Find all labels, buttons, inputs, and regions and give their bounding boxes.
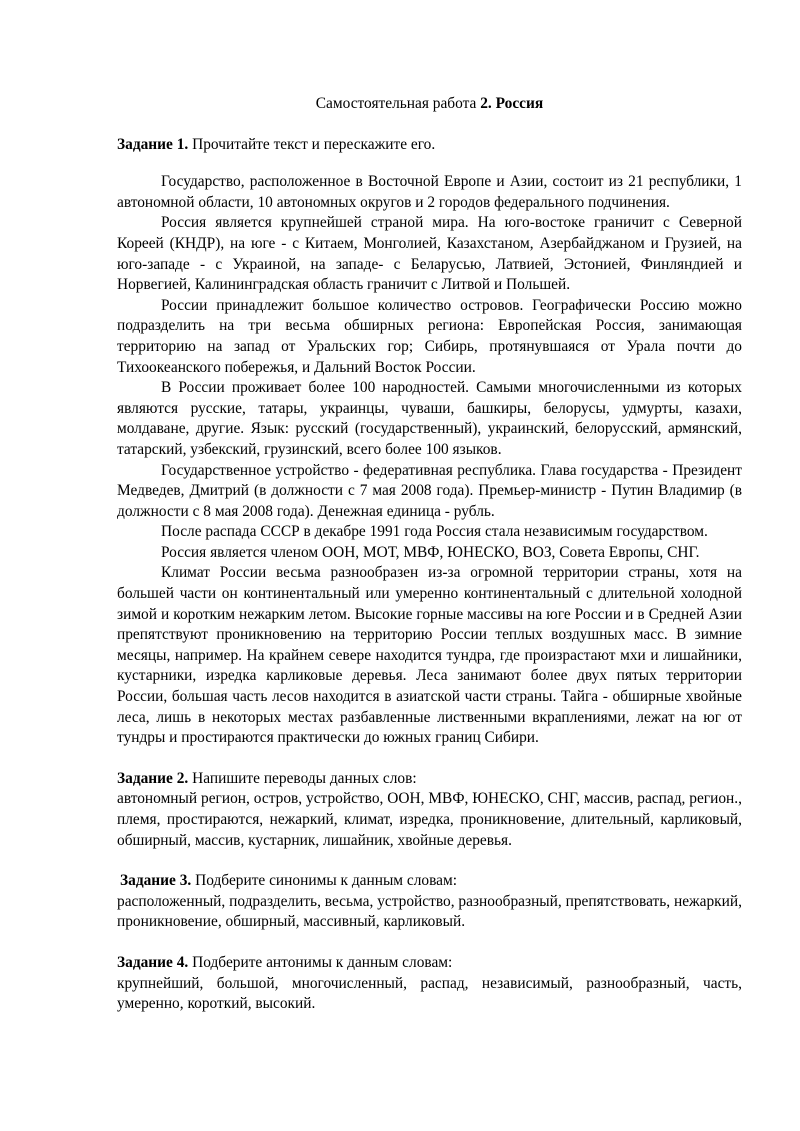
task1-paragraph-3: России принадлежит большое количество островов. Географически Россию можно подразделить на три весьма обширных региона: Европейская Россия, занимающая территорию на запад от Уральских гор; Сибирь, протянувшаяся от Урала почти до Тихоокеанского побережья, и Дальний Восток России. (117, 296, 742, 376)
task1-paragraph-8: Климат России весьма разнообразен из-за огромной территории страны, хотя на большей части он континентальный или умеренно континентальный с длительной холодной зимой и коротким нежарким летом. Высокие горные массивы на юге России и в Средней Азии препятствуют проникновению на территорию России теплых воздушных масс. В зимние месяцы, например. На крайнем севере находится тундра, где произрастают мхи и лишайники, кустарники, изредка карликовые деревья. Леса занимают более двух пятых территории России, большая часть лесов находится в азиатской части страны. Тайга - обширные хвойные леса, лишь в некоторых местах разбавленные лиственными вкраплениями, лежат на юг от тундры и простираются практически до южных границ Сибири. (117, 564, 742, 747)
task2-heading (117, 769, 742, 790)
task4-words: крупнейший, большой, многочисленный, распад, независимый, разнообразный, часть, умеренно, короткий, высокий. (117, 974, 742, 1013)
task1-paragraph-7: Россия является членом ООН, МОТ, МВФ, ЮНЕСКО, ВОЗ, Совета Европы, СНГ. (161, 543, 700, 561)
title-prefix: Самостоятельная работа (315, 95, 481, 112)
task4-heading (117, 953, 742, 974)
task3-heading (117, 871, 742, 892)
task2-label: Задание 2. (117, 769, 189, 787)
task4-instruction: Подберите антонимы к данным словам: (188, 953, 453, 971)
task3-words: расположенный, подразделить, весьма, устройство, разнообразный, препятствовать, нежаркий, проникновение, обширный, массивный, карликовый. (117, 892, 742, 931)
task1-instruction: Прочитайте текст и перескажите его. (188, 135, 436, 153)
task1-heading (117, 135, 742, 156)
task2-words: автономный регион, остров, устройство, ООН, МВФ, ЮНЕСКО, СНГ, массив, распад, регион., племя, простираются, нежаркий, климат, изредка, проникновение, длительный, карликовый, обширный, массив, кустарник, лишайник, хвойные деревья. (117, 790, 742, 849)
task2-instruction: Напишите переводы данных слов: (188, 769, 417, 787)
spacer (117, 155, 742, 172)
task1-paragraph-2: Россия является крупнейшей страной мира. На юго-востоке граничит с Северной Кореей (КНДР), на юге - с Китаем, Монголией, Казахстаном, Азербайджаном и Грузией, на юго-западе - с Украиной, на западе- с Беларусью, Латвией, Эстонией, Финляндией и Норвегией, Калининградская область граничит с Литвой и Польшей. (117, 214, 742, 294)
task1-label: Задание 1. (117, 135, 189, 153)
spacer (117, 933, 742, 953)
task4-label: Задание 4. (117, 953, 189, 971)
task1-paragraph-4: В России проживает более 100 народностей. Самыми многочисленными из которых являются русские, татары, украинцы, чуваши, башкиры, белорусы, удмурты, казахи, молдаване, другие. Язык: русский (государственный), украинский, белорусский, армянский, татарский, узбекский, грузинский, всего более 100 языков. (117, 379, 742, 458)
task3-instruction: Подберите синонимы к данным словам: (191, 872, 458, 890)
task1-paragraph-6: После распада СССР в декабре 1991 года Россия стала независимым государством. (161, 523, 708, 541)
task1-paragraph-5: Государственное устройство - федеративная республика. Глава государства - Президент Медведев, Дмитрий (в должности с 7 мая 2008 года). Премьер-министр - Путин Владимир (в должности с 8 мая 2008 года). Денежная единица - рубль. (117, 461, 742, 520)
task1-paragraph-1: Государство, расположенное в Восточной Европе и Азии, состоит из 21 республики, 1 автономной области, 10 автономных округов и 2 городов федерального подчинения. (117, 173, 742, 211)
title-bold: 2. Россия (480, 95, 544, 112)
page-title (117, 94, 742, 115)
spacer (117, 851, 742, 871)
document-page (117, 94, 742, 1015)
spacer (117, 749, 742, 769)
task3-label: Задание 3. (120, 872, 192, 890)
